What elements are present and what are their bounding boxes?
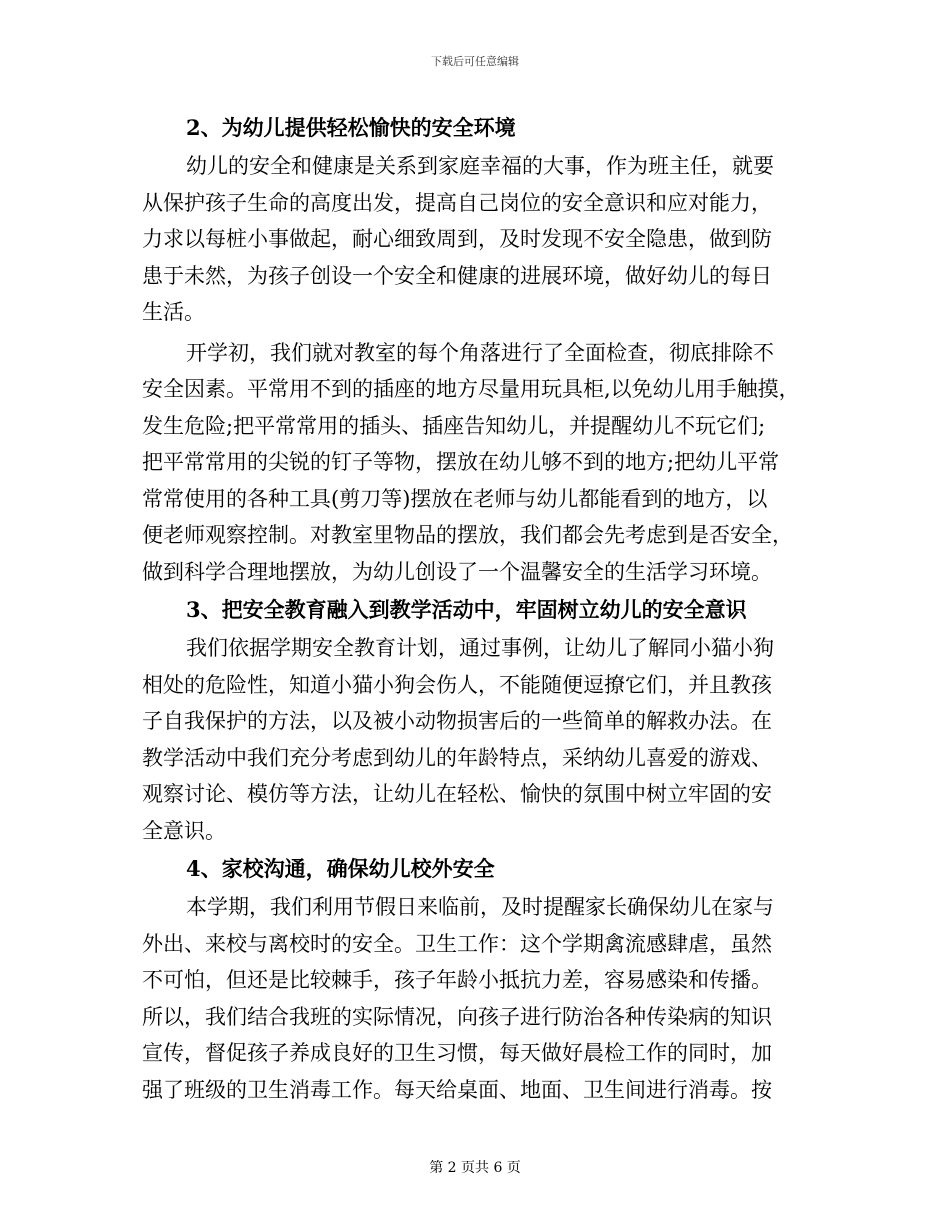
text-line: 常常使用的各种工具(剪刀等)摆放在老师与幼儿都能看到的地方，以 <box>142 486 768 511</box>
text-line: 我们依据学期安全教育计划，通过事例，让幼儿了解同小猫小狗 <box>186 636 774 660</box>
document-body <box>142 108 802 1108</box>
text-line: 生活。 <box>142 300 205 324</box>
text-line: 相处的危险性，知道小猫小狗会伤人，不能随便逗撩它们，并且教孩 <box>142 672 772 697</box>
text-line: 幼儿的安全和健康是关系到家庭幸福的大事，作为班主任，就要 <box>186 154 774 178</box>
text-line: 不可怕，但还是比较棘手，孩子年龄小抵抗力差，容易感染和传播。 <box>142 968 772 992</box>
section-2-heading: 2、为幼儿提供轻松愉快的安全环境 <box>186 115 516 140</box>
text-line: 所以，我们结合我班的实际情况，向孩子进行防治各种传染病的知识 <box>142 1004 772 1029</box>
section-2-paragraph-2 <box>142 335 802 591</box>
text-line: 宣传，督促孩子养成良好的卫生习惯，每天做好晨检工作的同时，加 <box>142 1041 772 1065</box>
section-4-heading: 4、家校沟通，确保幼儿校外安全 <box>186 856 495 881</box>
text-line: 发生危险;把平常常用的插头、插座告知幼儿，并提醒幼儿不玩它们; <box>142 413 766 438</box>
section-4-paragraph-1 <box>142 889 802 1108</box>
text-line: 全意识。 <box>142 818 226 843</box>
text-line: 子自我保护的方法，以及被小动物损害后的一些简单的解救办法。在 <box>142 709 772 733</box>
text-line: 教学活动中我们充分考虑到幼儿的年龄特点，采纳幼儿喜爱的游戏、 <box>142 745 772 770</box>
text-line: 开学初，我们就对教室的每个角落进行了全面检查，彻底排除不 <box>186 340 774 365</box>
text-line: 便老师观察控制。对教室里物品的摆放，我们都会先考虑到是否安全， <box>142 523 793 547</box>
section-3-paragraph-1 <box>142 630 802 849</box>
text-line: 力求以每桩小事做起，耐心细致周到，及时发现不安全隐患，做到防 <box>142 227 772 251</box>
text-line: 做到科学合理地摆放，为幼儿创设了一个温馨安全的生活学习环境。 <box>142 559 772 584</box>
section-2-paragraph-1 <box>142 148 802 331</box>
page-header-note: 下载后可任意编辑 <box>431 55 519 68</box>
text-line: 观察讨论、模仿等方法，让幼儿在轻松、愉快的氛围中树立牢固的安 <box>142 782 772 806</box>
text-line: 外出、来校与离校时的安全。卫生工作：这个学期禽流感肆虐，虽然 <box>142 931 772 956</box>
text-line: 把平常常用的尖锐的钉子等物，摆放在幼儿够不到的地方;把幼儿平常 <box>142 450 780 474</box>
text-line: 患于未然，为孩子创设一个安全和健康的进展环境，做好幼儿的每日 <box>142 263 772 288</box>
text-line: 本学期，我们利用节假日来临前，及时提醒家长确保幼儿在家与 <box>186 895 774 919</box>
section-3-heading: 3、把安全教育融入到教学活动中，牢固树立幼儿的安全意识 <box>186 597 747 622</box>
text-line: 强了班级的卫生消毒工作。每天给桌面、地面、卫生间进行消毒。按 <box>142 1077 772 1102</box>
text-line: 安全因素。平常用不到的插座的地方尽量用玩具柜,以免幼儿用手触摸， <box>142 377 800 401</box>
text-line: 从保护孩子生命的高度出发，提高自己岗位的安全意识和应对能力， <box>142 190 772 215</box>
page-number-footer: 第 2 页共 6 页 <box>429 1160 521 1176</box>
